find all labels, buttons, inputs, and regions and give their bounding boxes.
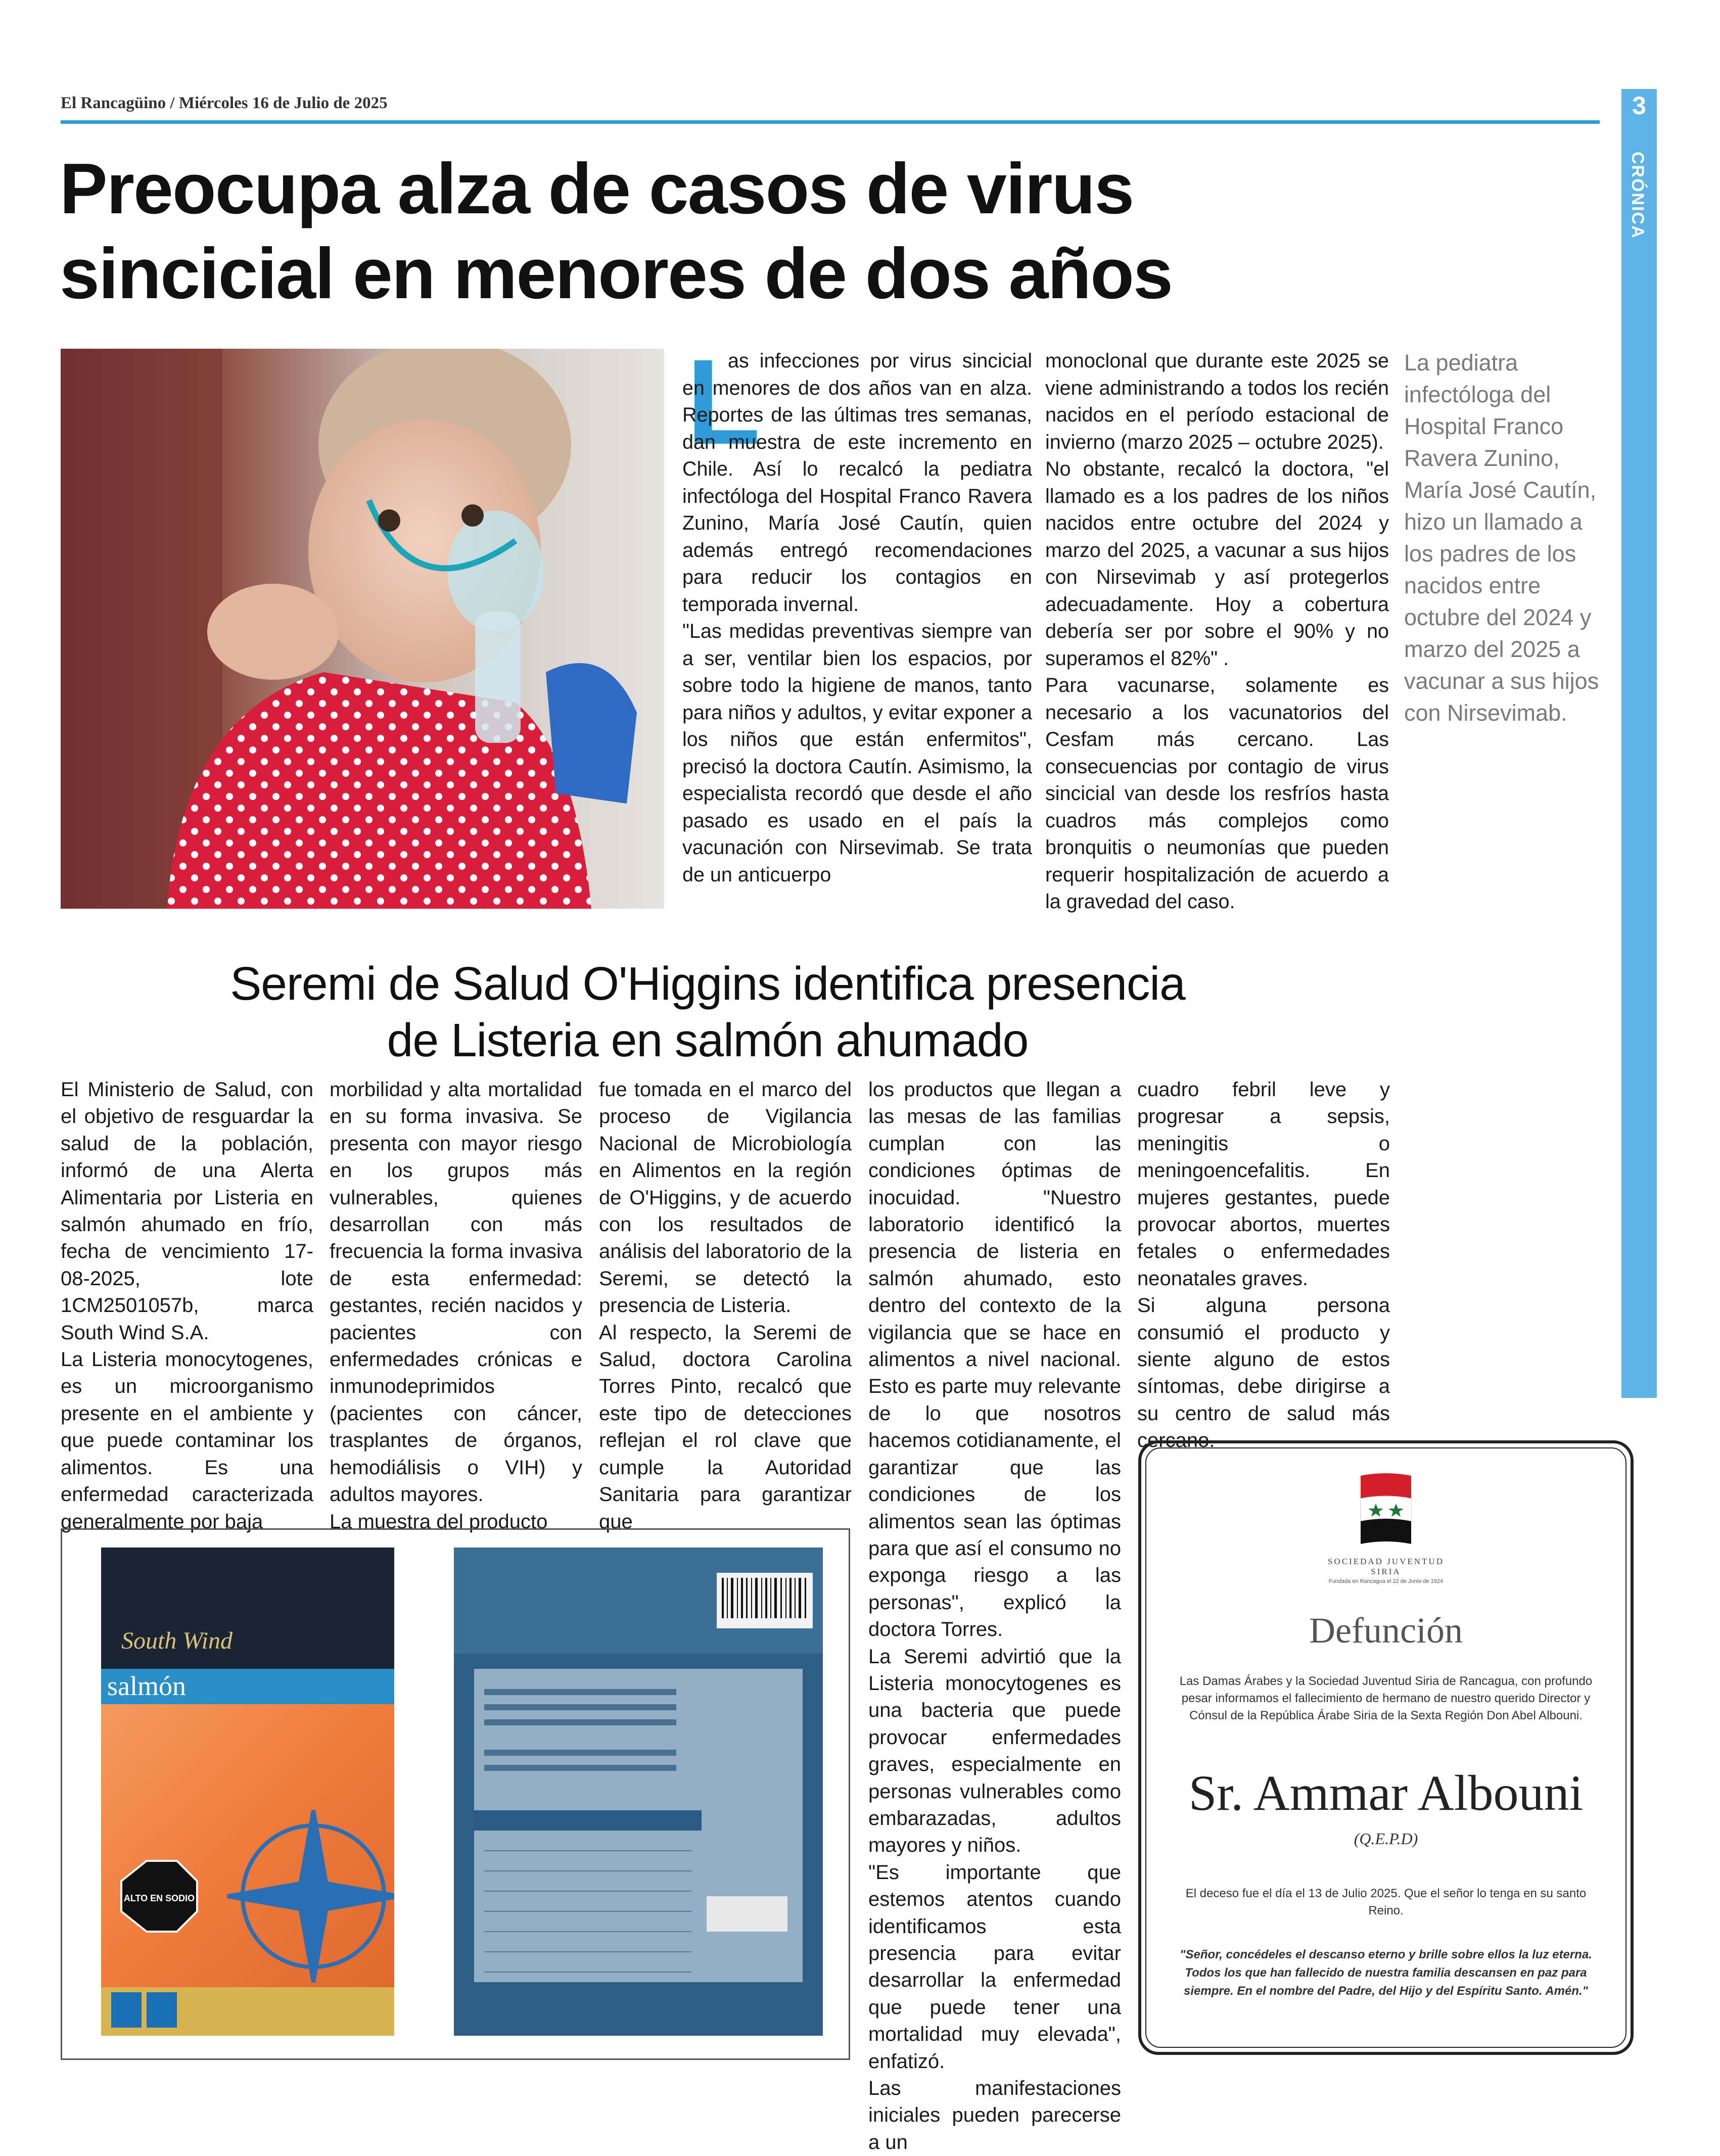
high-sodium-badge: ALTO EN SODIO [123, 1893, 195, 1903]
syrian-flag-logo [1356, 1471, 1416, 1567]
salmon-package-back-photo [454, 1548, 823, 2036]
salmon-package-front-photo [101, 1548, 394, 2036]
story2-para: La Seremi advirtió que la Listeria monocytogenes es una bacteria que puede provocar enfermedades graves, especialmente en personas vulnerables como embarazadas, adultos mayores y niños. [868, 1645, 1121, 1857]
story1-para-3: monoclonal que durante este 2025 se viene administrando a todos los recién nacidos en el período estacional de invierno (marzo 2025 – octubre 2025). [1045, 350, 1389, 453]
headline-secondary [152, 955, 1264, 1068]
story1-para-4: No obstante, recalcó la doctora, "el llamado es a los padres de los niños nacidos entre octubre del 2024 y marzo del 2025, a vacunar a sus hijos con Nirsevimab y así protegerlos adecuadamente. Hoy a cobertura debería ser por sobre el 90% y no superamos el 82%" . [1045, 458, 1389, 670]
child-nebulizer-photo [61, 349, 664, 909]
story2-para: fue tomada en el marco del proceso de Vigilancia Nacional de Microbiología en Alimentos en la región de O'Higgins, y de acuerdo con los resultados de análisis del laboratorio de la Seremi, se detectó la presencia de Listeria. [599, 1079, 852, 1317]
story1-para-2: "Las medidas preventivas siempre van a ser, ventilar bien los espacios, por sobre todo la higiene de manos, tanto para niños y adultos, y evitar exponer a los niños que están enfermitos", precisó la doctora Cautín. Asimismo, la especialista recordó que desde el año pasado es usado en el país la vacunación con Nirsevimab. Se trata de un anticuerpo [682, 620, 1032, 886]
story2-para: cuadro febril leve y progresar a sepsis, meningitis o meningoencefalitis. En mujeres gestantes, puede provocar abortos, muertes fetales o enfermedades neonatales graves. [1137, 1079, 1390, 1290]
package-brand: South Wind [121, 1627, 233, 1654]
headline-line2: sincicial en menores de dos años [60, 233, 1172, 314]
section-sidebar [1621, 89, 1657, 1398]
prayer-text: "Señor, concédeles el descanso eterno y brille sobre ellos la luz eterna. Todos los que han fallecido de nuestra familia descansen en paz para siempre. En el nombre del Padre, del Hijo y del Espíritu Santo. Amén." [1180, 1948, 1592, 1998]
story2-column-1 [61, 1076, 313, 1535]
publication-name: El Rancagüino [61, 94, 166, 112]
story2-column-2 [330, 1076, 582, 1535]
obituary-intro: Las Damas Árabes y la Sociedad Juventud Siria de Rancagua, con profundo pesar informamos el fallecimiento de hermano de nuestro querido Director y Cónsul de la República Árabe Siria de la Sexta Región Don Abel Albouni. [1179, 1674, 1593, 1722]
section-label-text: CRÓNICA [1628, 152, 1647, 239]
drop-cap: L [686, 334, 761, 470]
deceased-name: Sr. Ammar Albouni [1188, 1765, 1584, 1821]
story1-column-1 [682, 334, 1032, 888]
story2-column-4 [868, 1076, 1121, 2156]
section-label [1627, 152, 1652, 238]
headline2-line1: Seremi de Salud O'Higgins identifica presencia [230, 957, 1185, 1010]
package-label: salmón [107, 1671, 186, 1701]
story1-column-2 [1045, 348, 1389, 916]
obituary-notice [1138, 1440, 1634, 2055]
story2-para: La Listeria monocytogenes, es un microorganismo presente en el ambiente y que puede contaminar los alimentos. Es una enfermedad caracterizada generalmente por baja [61, 1348, 313, 1533]
story2-column-5 [1137, 1076, 1390, 1455]
story2-para: El Ministerio de Salud, con el objetivo de resguardar la salud de la población, informó de una Alerta Alimentaria por Listeria en salmón ahumado en frío, fecha de vencimiento 17-08-2025, lote 1CM2501057b, marca South Wind S.A. [61, 1079, 313, 1344]
story2-para: los productos que llegan a las mesas de las familias cumplan con las condiciones óptimas de inocuidad. "Nuestro laboratorio identificó la presencia de listeria en salmón ahumado, esto dentro del contexto de la vigilancia que se hace en alimentos a nivel nacional. Esto es parte muy relevante de lo que nosotros hacemos cotidianamente, el garantizar que las condiciones de los alimentos sean las óptimas para que así el consumo no exponga riesgo a las personas", explicó la doctora Torres. [868, 1079, 1121, 1641]
story2-para: morbilidad y alta mortalidad en su forma invasiva. Se presenta con mayor riesgo en los grupos más vulnerables, quienes desarrollan con más frecuencia la forma invasiva de esta enfermedad: gestantes, recién nacidos y pacientes con enfermedades crónicas e inmunodeprimidos (pacientes con cáncer, trasplantes de órganos, hemodiálisis o VIH) y adultos mayores. [330, 1079, 582, 1506]
society-founded: Fundada en Rancagua el 22 de Junio de 1924 [1328, 1578, 1444, 1584]
masthead-line: El Rancagüino / Miércoles 16 de Julio de 2025 [61, 94, 388, 112]
header-rule [61, 120, 1600, 124]
story2-para: "Es importante que estemos atentos cuando identificamos esta presencia para evitar desarrollar la enfermedad que puede tener una mortalidad muy elevada", enfatizó. [868, 1861, 1121, 2073]
headline-line1: Preocupa alza de casos de virus [60, 149, 1134, 229]
headline-main [60, 147, 1273, 316]
story2-para: Si alguna persona consumió el producto y siente alguno de estos síntomas, debe dirigirse a su centro de salud más cercano. [1137, 1294, 1390, 1452]
headline2-line2: de Listeria en salmón ahumado [387, 1014, 1029, 1066]
story1-para-5: Para vacunarse, solamente es necesario a los vacunatorios del Cesfam más cercano. Las consecuencias por contagio de virus sincicial van desde los resfríos hasta cuadros más complejos como bronquitis o neumonías que pueden requerir hospitalización de acuerdo a la gravedad del caso. [1045, 674, 1389, 913]
pull-quote: La pediatra infectóloga del Hospital Franco Ravera Zunino, María José Cautín, hizo un llamado a los padres de los nacidos entre octubre del 2024 y marzo del 2025 a vacunar a sus hijos con Nirsevimab. [1404, 350, 1599, 726]
page-number: 3 [1632, 91, 1646, 120]
story2-para: Al respecto, la Seremi de Salud, doctora Carolina Torres Pinto, recalcó que este tipo de detecciones reflejan el rol clave que cumple la Autoridad Sanitaria para garantizar que [599, 1321, 852, 1533]
story2-para: La muestra del producto [330, 1510, 548, 1533]
story2-column-3 [599, 1076, 852, 1535]
issue-date: Miércoles 16 de Julio de 2025 [178, 94, 388, 112]
story1-para-1: as infecciones por virus sincicial en menores de dos años van en alza. Reportes de las últimas tres semanas, dan muestra de este incremento en Chile. Así lo recalcó la pediatra infectóloga del Hospital Franco Ravera Zunino, María José Cautín, quien además entregó recomendaciones para reducir los contagios en temporada invernal. [682, 350, 1032, 616]
society-name: SOCIEDAD JUVENTUD SIRIA [1328, 1557, 1444, 1576]
qepd: (Q.E.P.D) [1354, 1830, 1418, 1848]
death-date-text: El deceso fue el día el 13 de Julio 2025. Que el señor lo tenga en su santo Reino. [1185, 1887, 1587, 1917]
story2-para: Las manifestaciones iniciales pueden parecerse a un [868, 2077, 1121, 2153]
obituary-title: Defunción [1309, 1610, 1463, 1651]
